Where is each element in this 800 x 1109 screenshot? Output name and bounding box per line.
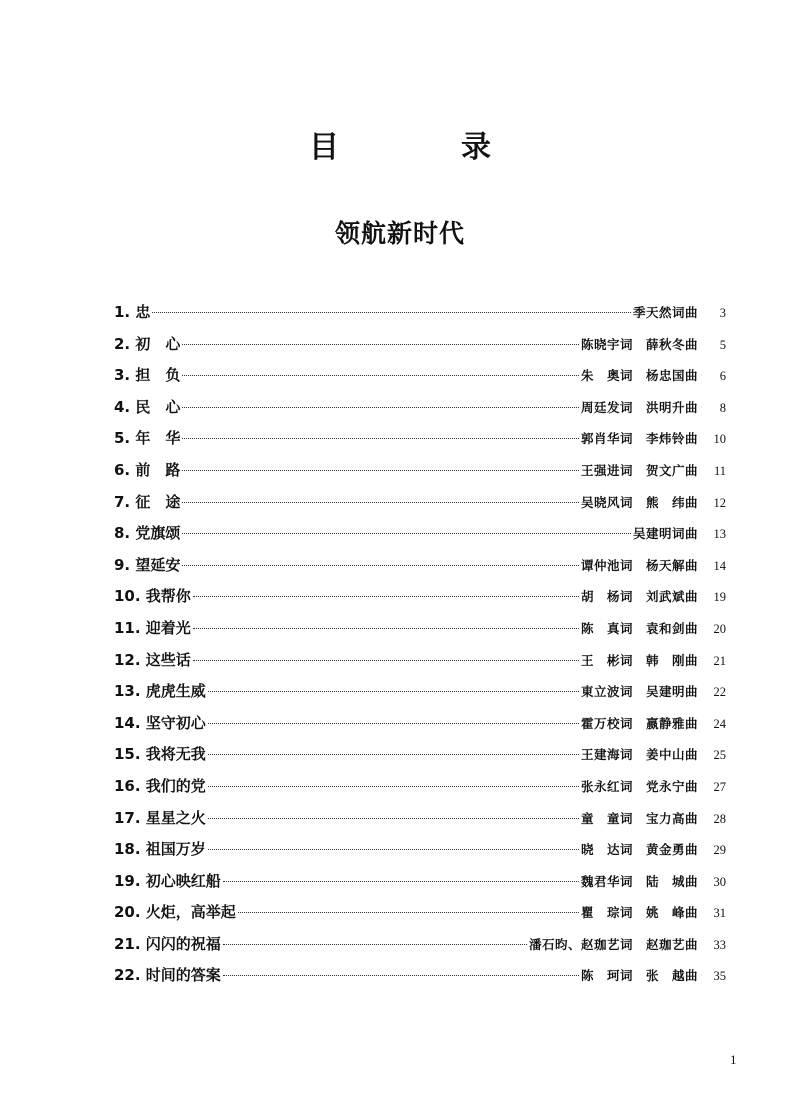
toc-entry-page: 14 [713,558,726,573]
toc-entry-page: 20 [713,621,726,636]
toc-entry-credits: 胡 杨词 刘武斌曲 [580,589,698,605]
toc-entry[interactable] [114,550,726,582]
dot-leader [182,502,579,503]
toc-entry[interactable] [114,929,726,961]
toc-entry[interactable] [114,297,726,329]
dot-leader [208,691,579,692]
dot-leader [208,723,579,724]
toc-entry-title: 21. 闪闪的祝福 [114,934,221,953]
table-of-contents [114,297,726,992]
toc-entry-page: 3 [719,306,726,320]
toc-entry-page: 35 [713,969,726,984]
dot-leader [182,438,579,439]
toc-entry-title: 2. 初 心 [114,334,181,353]
toc-entry[interactable] [114,834,726,866]
toc-entry-page: 13 [713,527,726,542]
toc-entry-page: 6 [719,369,726,384]
toc-entry-page: 25 [713,748,726,763]
toc-entry[interactable] [114,771,726,803]
toc-entry-page: 12 [713,495,726,510]
toc-entry-title: 17. 星星之火 [114,808,206,827]
toc-entry-page: 22 [713,685,726,700]
toc-entry[interactable] [114,739,726,771]
toc-entry[interactable] [114,360,726,392]
toc-entry[interactable] [114,329,726,361]
toc-entry-page: 31 [713,906,726,921]
toc-entry-credits: 童 童词 宝力高曲 [580,810,698,826]
toc-entry-page: 19 [713,590,726,605]
toc-entry-title: 22. 时间的答案 [114,966,221,985]
toc-entry-credits: 魏君华词 陆 城曲 [580,873,698,889]
toc-entry-credits: 陈 真词 袁和剑曲 [580,620,698,636]
dot-leader [208,818,579,819]
dot-leader [193,660,579,661]
toc-entry[interactable] [114,708,726,740]
toc-entry-credits: 東立波词 吴建明曲 [580,684,698,700]
dot-leader [208,754,579,755]
dot-leader [193,596,579,597]
toc-entry-credits: 潘石昀、赵珈艺词 赵珈艺曲 [528,936,698,952]
toc-entry-title: 10. 我帮你 [114,587,191,606]
toc-entry[interactable] [114,960,726,992]
toc-entry[interactable] [114,423,726,455]
toc-entry-page: 29 [713,843,726,858]
toc-entry-title: 20. 火炬，高举起 [114,903,236,922]
page-number: 1 [730,1052,737,1067]
toc-entry-title: 13. 虎虎生威 [114,682,206,701]
toc-entry-title: 18. 祖国万岁 [114,840,206,859]
toc-entry-page: 5 [719,337,726,352]
toc-entry-page: 28 [713,811,726,826]
toc-entry-credits: 陈 珂词 张 越曲 [580,968,698,984]
toc-entry-credits: 王建海词 姜中山曲 [580,747,698,763]
toc-entry-title: 14. 坚守初心 [114,713,206,732]
toc-entry-credits: 瞿 琮词 姚 峰曲 [580,905,698,921]
toc-entry-page: 21 [713,653,726,668]
toc-entry-title: 3. 担 负 [114,366,181,385]
toc-entry-title: 6. 前 路 [114,460,181,479]
toc-entry-title: 5. 年 华 [114,429,181,448]
toc-entry-credits: 朱 奥词 杨忠国曲 [580,368,698,384]
dot-leader [223,975,579,976]
toc-entry-page: 10 [713,432,726,447]
dot-leader [182,565,579,566]
toc-entry-credits: 季天然词曲 [632,305,698,320]
toc-entry[interactable] [114,518,726,550]
toc-entry-page: 24 [713,716,726,731]
toc-entry-page: 30 [713,874,726,889]
dot-leader [208,786,579,787]
toc-entry-credits: 陈晓宇词 薛秋冬曲 [580,336,698,352]
toc-entry-credits: 吴晓风词 熊 纬曲 [580,494,698,510]
toc-entry-credits: 郭肖华词 李炜铃曲 [580,431,698,447]
toc-entry-credits: 霍万校词 嬴静雅曲 [580,715,698,731]
toc-entry[interactable] [114,613,726,645]
toc-entry-title: 4. 民 心 [114,397,181,416]
dot-leader [182,375,579,376]
toc-entry-credits: 晓 达词 黄金勇曲 [580,842,698,858]
dot-leader [223,944,527,945]
page-title: 目 录 [309,130,537,165]
toc-entry-title: 8. 党旗颂 [114,524,181,543]
toc-entry-title: 15. 我将无我 [114,745,206,764]
dot-leader [223,881,579,882]
toc-entry-page: 8 [719,400,726,415]
toc-entry[interactable] [114,676,726,708]
toc-entry-title: 9. 望延安 [114,555,181,574]
toc-entry-title: 12. 这些话 [114,650,191,669]
toc-entry-credits: 王强进词 贺文广曲 [580,462,698,478]
toc-entry[interactable] [114,645,726,677]
toc-entry-credits: 张永红词 党永宁曲 [580,778,698,794]
toc-entry-title: 1. 忠 [114,303,151,321]
dot-leader [238,912,579,913]
toc-entry-credits: 王 彬词 韩 刚曲 [580,652,698,668]
dot-leader [182,407,579,408]
toc-entry-credits: 谭仲池词 杨天解曲 [580,557,698,573]
toc-entry-credits: 周廷发词 洪明升曲 [580,399,698,415]
toc-entry[interactable] [114,455,726,487]
toc-entry[interactable] [114,581,726,613]
toc-entry[interactable] [114,803,726,835]
toc-entry-title: 11. 迎着光 [114,618,191,637]
section-title: 领航新时代 [334,219,465,248]
dot-leader [208,849,579,850]
dot-leader [182,533,631,534]
toc-entry[interactable] [114,866,726,898]
toc-entry[interactable] [114,487,726,519]
toc-entry-title: 16. 我们的党 [114,776,206,795]
toc-entry[interactable] [114,392,726,424]
dot-leader [182,344,579,345]
dot-leader [152,312,631,313]
toc-entry-credits: 吴建明词曲 [632,526,698,542]
dot-leader [182,470,579,471]
toc-entry-page: 27 [713,779,726,794]
toc-entry-page: 33 [713,937,726,952]
toc-entry[interactable] [114,897,726,929]
toc-entry-page: 11 [713,463,726,478]
toc-entry-title: 7. 征 途 [114,492,181,511]
dot-leader [193,628,579,629]
toc-entry-title: 19. 初心映红船 [114,871,221,890]
